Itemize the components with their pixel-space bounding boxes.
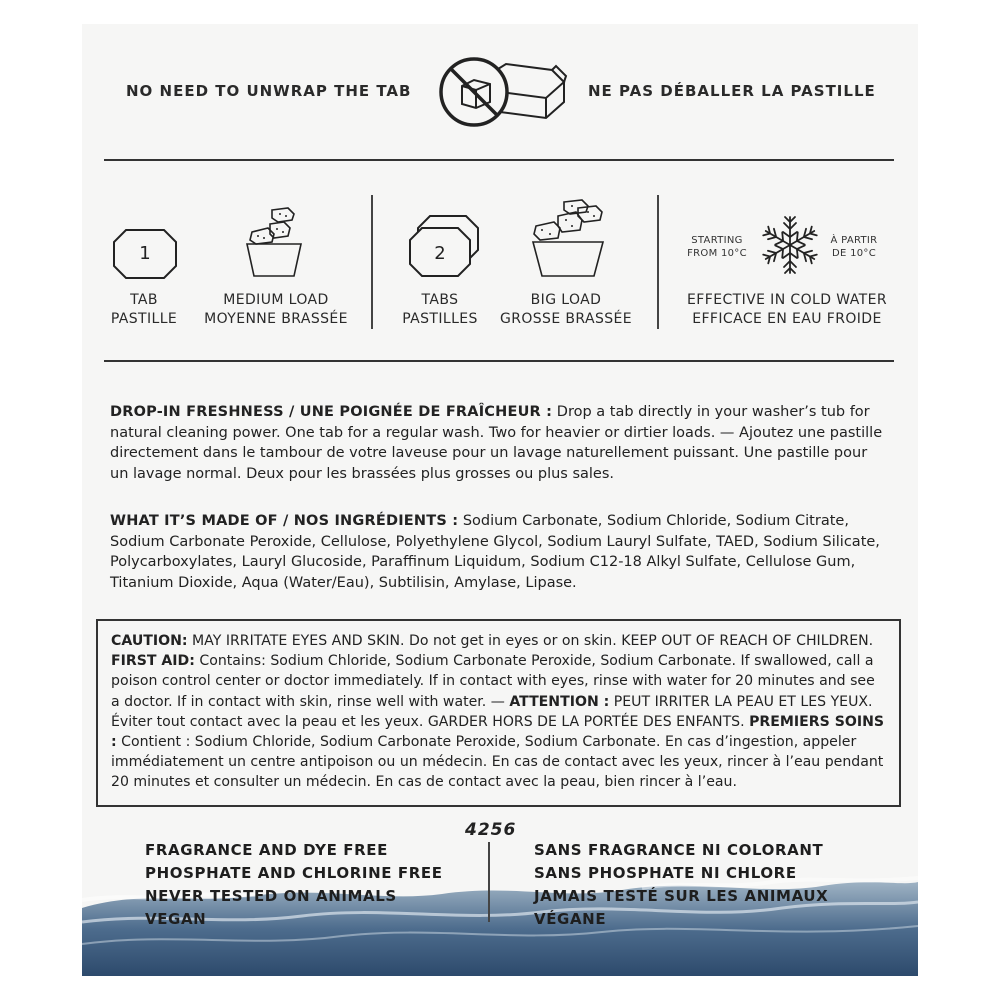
medium-load-caption: MEDIUM LOAD MOYENNE BRASSÉE: [204, 292, 348, 327]
divider-top: [104, 159, 894, 161]
no-unwrap-icon: [434, 52, 570, 132]
freshness-paragraph: [110, 402, 890, 484]
big-load-icon: [530, 198, 606, 280]
claim-en-3: NEVER TESTED ON ANIMALS: [145, 887, 397, 905]
first-aid-label: FIRST AID:: [111, 653, 195, 670]
ingredients-paragraph: [110, 511, 890, 593]
caution-text: MAY IRRITATE EYES AND SKIN. Do not get in eyes or on skin. KEEP OUT OF REACH OF CHILDREN.: [187, 633, 874, 649]
claim-en-4: VEGAN: [145, 910, 207, 928]
claim-fr-1: SANS FRAGRANCE NI COLORANT: [534, 841, 824, 859]
one-tab-caption: TAB PASTILLE: [110, 292, 178, 327]
divider-2: [657, 195, 659, 329]
attention-text: PEUT IRRITER LA PEAU ET LES YEUX. Éviter tout contact avec la peau et les yeux. GARDER HORS DE LA PORTÉE DES ENFANTS.: [111, 693, 873, 730]
claims-french: [534, 839, 828, 931]
premiers-soins-label: PREMIERS SOINS :: [111, 713, 885, 751]
cold-water-caption: EFFECTIVE IN COLD WATER EFFICACE EN EAU FROIDE: [687, 292, 887, 327]
caution-label: CAUTION:: [111, 633, 188, 649]
attention-label: ATTENTION :: [509, 693, 610, 710]
lot-number: 4256: [465, 820, 517, 840]
premiers-soins-text: Contient : Sodium Chloride, Sodium Carbonate Peroxide, Sodium Carbonate. En cas d’ingestion, appeler immédiatement un centre antipoison ou un médecin. En cas de contact avec les yeux, rincer à l’eau pendant 20 minutes et consulter un médecin. En cas de contact avec la peau, bien rincer à l’eau.: [111, 734, 884, 791]
claim-fr-2: SANS PHOSPHATE NI CHLORE: [534, 864, 797, 882]
starting-temp-en: STARTING FROM 10°C: [687, 235, 747, 259]
big-load-caption: BIG LOAD GROSSE BRASSÉE: [499, 292, 633, 327]
claim-fr-3: JAMAIS TESTÉ SUR LES ANIMAUX: [534, 887, 829, 905]
claim-en-2: PHOSPHATE AND CHLORINE FREE: [145, 864, 443, 882]
no-unwrap-text-en: NO NEED TO UNWRAP THE TAB: [126, 82, 412, 100]
claims-english: [145, 839, 443, 931]
two-tabs-caption: TABS PASTILLES: [402, 292, 478, 327]
caution-box: [96, 619, 901, 807]
divider-1: [371, 195, 373, 329]
claims-divider: [488, 842, 490, 922]
claim-en-1: FRAGRANCE AND DYE FREE: [145, 841, 388, 859]
freshness-body: Drop a tab directly in your washer’s tub for natural cleaning power. One tab for a regular wash. Two for heavier or dirtier loads. — Ajoutez une pastille directement dans le tambour de votre laveuse pour un lavage naturellement puissant. Une pastille pour un lavage normal. Deux pour les brassées plus grosses ou plus sales.: [110, 404, 883, 482]
ingredients-body: Sodium Carbonate, Sodium Chloride, Sodium Citrate, Sodium Carbonate Peroxide, Cellulose, Polyethylene Glycol, Sodium Lauryl Sulfate, TAED, Sodium Silicate, Polycarboxylates, Lauryl Glucoside, Paraffinum Liquidum, Sodium C12-18 Alkyl Sulfate, Cellulose Gum, Titanium Dioxide, Aqua (Water/Eau), Subtilisin, Amylase, Lipase.: [110, 513, 880, 591]
claim-fr-4: VÉGANE: [534, 910, 607, 928]
medium-load-icon: [244, 206, 304, 280]
snowflake-icon: [759, 214, 821, 276]
freshness-heading: DROP-IN FRESHNESS / UNE POIGNÉE DE FRAÎCHEUR :: [110, 404, 553, 420]
ingredients-heading: WHAT IT’S MADE OF / NOS INGRÉDIENTS :: [110, 513, 459, 529]
starting-temp-fr: À PARTIR DE 10°C: [830, 235, 878, 259]
first-aid-text: Contains: Sodium Chloride, Sodium Carbonate Peroxide, Sodium Carbonate. If swallowed, call a poison control center or doctor immediately. If in contact with eyes, rinse with water for 20 minutes and see a doctor. If in contact with skin, rinse well with water. —: [111, 653, 875, 710]
divider-middle: [104, 360, 894, 362]
two-tabs-number: 2: [434, 243, 446, 264]
one-tab-number: 1: [139, 243, 151, 264]
no-unwrap-text-fr: NE PAS DÉBALLER LA PASTILLE: [588, 82, 876, 100]
